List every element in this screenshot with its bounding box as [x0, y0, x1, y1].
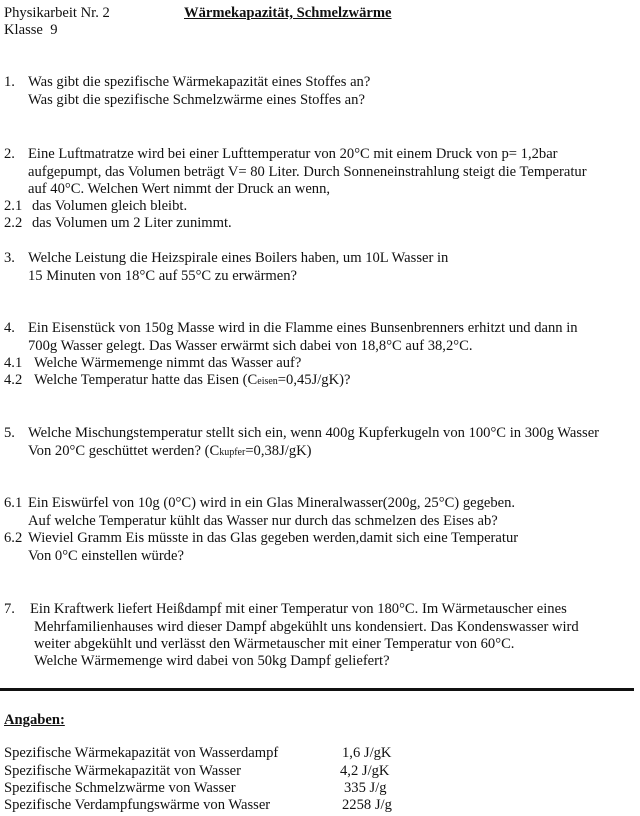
given-label: Spezifische Verdampfungswärme von Wasser	[4, 797, 271, 813]
subtask-text: Wieviel Gramm Eis müsste in das Glas gegeben werden,damit sich eine Temperatur	[28, 530, 519, 546]
subtask-number: 2.2	[4, 215, 23, 231]
text-part: =0,38J/gK)	[245, 443, 312, 459]
task-text: Was gibt die spezifische Schmelzwärme eines Stoffes an?	[28, 92, 365, 108]
task-text: Was gibt die spezifische Wärmekapazität eines Stoffes an?	[28, 74, 371, 90]
subtask-number: 4.1	[4, 355, 23, 371]
task-text: Ein Eisenstück von 150g Masse wird in die Flamme eines Bunsenbrenners erhitzt und dann in	[28, 320, 578, 336]
subtask-text: Auf welche Temperatur kühlt das Wasser nur durch das schmelzen des Eises ab?	[28, 513, 498, 529]
task-text: Welche Leistung die Heizspirale eines Boilers haben, um 10L Wasser in	[28, 250, 449, 266]
subtask-number: 4.2	[4, 372, 23, 388]
subtask-text: Ein Eiswürfel von 10g (0°C) wird in ein Glas Mineralwasser(200g, 25°C) gegeben.	[28, 495, 516, 511]
given-label: Spezifische Schmelzwärme von Wasser	[4, 780, 236, 796]
subtask-text	[34, 371, 350, 391]
task-number: 5.	[4, 425, 15, 441]
subtask-text: Welche Wärmemenge nimmt das Wasser auf?	[34, 355, 302, 371]
subtask-text: das Volumen gleich bleibt.	[32, 198, 188, 214]
divider-line	[0, 688, 634, 691]
task-text: Ein Kraftwerk liefert Heißdampf mit einer Temperatur von 180°C. Im Wärmetauscher eines	[30, 601, 567, 617]
task-text: 15 Minuten von 18°C auf 55°C zu erwärmen?	[28, 268, 298, 284]
given-heading: Angaben:	[4, 712, 65, 728]
task-text: Eine Luftmatratze wird bei einer Lufttemperatur von 20°C mit einem Druck von p= 1,2bar	[28, 146, 558, 162]
task-number: 4.	[4, 320, 15, 336]
subtask-number: 6.2	[4, 530, 23, 546]
task-text: Welche Wärmemenge wird dabei von 50kg Dampf geliefert?	[34, 653, 390, 669]
task-number: 7.	[4, 601, 15, 617]
task-text: weiter abgekühlt und verlässt den Wärmetauscher mit einer Temperatur von 60°C.	[34, 636, 515, 652]
subscript: kupfer	[219, 447, 246, 458]
task-text: Welche Mischungstemperatur stellt sich ein, wenn 400g Kupferkugeln von 100°C in 300g Wasser	[28, 425, 600, 441]
text-part: Von 20°C geschüttet werden? (C	[28, 443, 220, 459]
subtask-number: 2.1	[4, 198, 23, 214]
work-title: Physikarbeit Nr. 2	[4, 5, 110, 21]
subtask-text: das Volumen um 2 Liter zunimmt.	[32, 215, 232, 231]
given-value: 2258 J/g	[342, 797, 392, 813]
given-value: 1,6 J/gK	[342, 745, 392, 761]
class-label: Klasse 9	[4, 22, 58, 38]
text-part: Welche Temperatur hatte das Eisen (C	[34, 372, 258, 388]
task-text: auf 40°C. Welchen Wert nimmt der Druck an wenn,	[28, 181, 331, 197]
given-value: 335 J/g	[344, 780, 387, 796]
given-value: 4,2 J/gK	[340, 763, 390, 779]
text-part: =0,45J/gK)?	[277, 372, 351, 388]
task-number: 2.	[4, 146, 15, 162]
subtask-text: Von 0°C einstellen würde?	[28, 548, 184, 564]
task-number: 3.	[4, 250, 15, 266]
subscript: eisen	[257, 376, 278, 387]
task-number: 1.	[4, 74, 15, 90]
given-label: Spezifische Wärmekapazität von Wasser	[4, 763, 241, 779]
subtask-number: 6.1	[4, 495, 23, 511]
task-text: 700g Wasser gelegt. Das Wasser erwärmt sich dabei von 18,8°C auf 38,2°C.	[28, 338, 473, 354]
task-text: aufgepumpt, das Volumen beträgt V= 80 Liter. Durch Sonneneinstrahlung steigt die Temperatur	[28, 164, 587, 180]
task-text: Mehrfamilienhauses wird dieser Dampf abgekühlt uns kondensiert. Das Kondenswasser wird	[34, 619, 579, 635]
given-label: Spezifische Wärmekapazität von Wasserdampf	[4, 745, 279, 761]
topic-title: Wärmekapazität, Schmelzwärme	[184, 5, 392, 21]
task-text	[28, 442, 312, 462]
